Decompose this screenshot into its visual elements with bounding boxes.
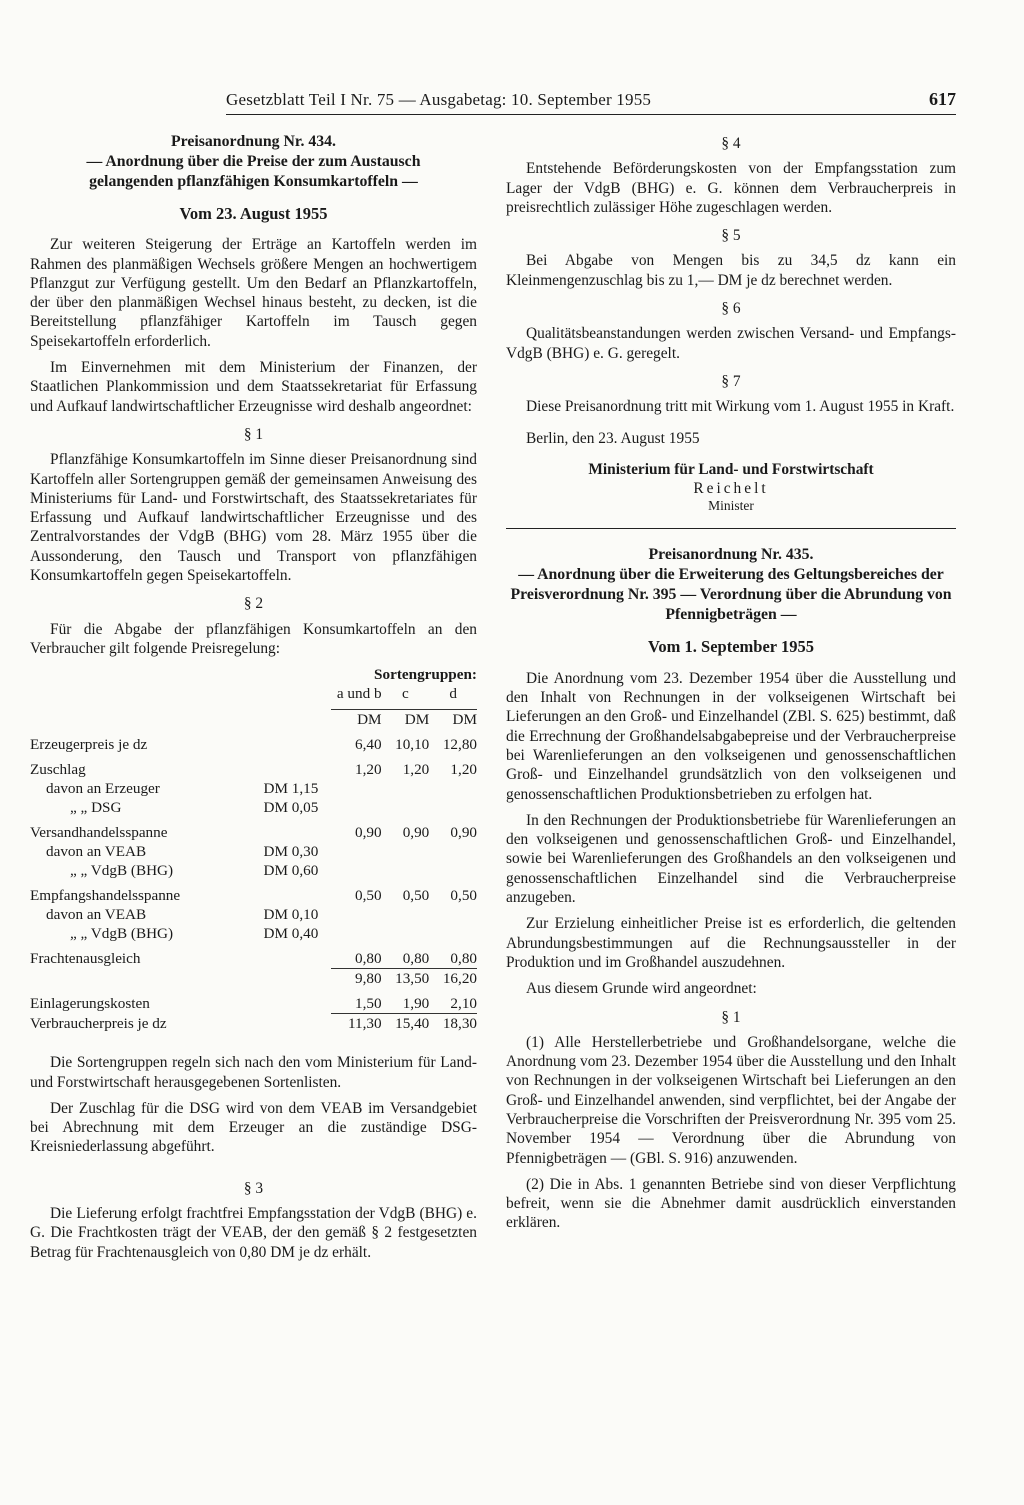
unit-ab: DM — [331, 710, 381, 730]
row-sub-value: DM 0,10 — [263, 906, 319, 924]
table-row — [30, 861, 477, 880]
value-ab: 6,40 — [355, 736, 382, 754]
col-header-c: c — [402, 685, 409, 703]
value-c: 15,40 — [382, 1014, 430, 1034]
signer-name: Reichelt — [693, 480, 769, 498]
value-ab: 11,30 — [331, 1014, 381, 1034]
value-c: 0,90 — [402, 824, 430, 842]
section-4-text: Entstehende Beförderungskosten von der Empfangsstation zum Lager der VdgB (BHG) e. G. können dem Verbraucherpreis in preisrechtlich zulässiger Höhe zugeschlagen werden. — [506, 160, 956, 216]
section-7-text: Diese Preisanordnung tritt mit Wirkung vom 1. August 1955 in Kraft. — [526, 398, 955, 416]
col-header-d: d — [449, 685, 457, 703]
page-number: 617 — [929, 89, 956, 109]
table-row — [30, 886, 477, 905]
intro-paragraph-2: Im Einvernehmen mit dem Ministerium der Finanzen, der Staatlichen Plankommission und dem Staatssekretariat für Erfassung und Aufkauf landwirtschaftlicher Erzeugnisse wird deshalb angeordnet: — [30, 359, 477, 415]
page-header — [226, 90, 956, 115]
ordinance-434-title: Preisanordnung Nr. 434. — [170, 133, 337, 150]
paragraph-1: Die Anordnung vom 23. Dezember 1954 über die Ausstellung und den Inhalt von Rechnungen in der volkseigenen Wirtschaft bei Lieferungen an den Groß- und Einzelhandel (ZBl. S. 625) bestimmt, daß die Errechnung der Großhandelsabgabepreise und der Verbraucherpreise bei Warenlieferungen an den volkseigenen und genossenschaftlichen Groß- und Einzelhandel grundsätzlich von den volkseigenen und genossenschaftlichen Produktionsbetrieben zu erfolgen hat. — [506, 669, 956, 803]
section-1-heading-435: § 1 — [721, 1008, 741, 1026]
right-column — [506, 132, 956, 1240]
table-row — [30, 842, 477, 861]
ordinance-435-subtitle: — Anordnung über die Erweiterung des Geltungsbereiches der Preisverordnung Nr. 395 — Verordnung über die Abrundung von Pfennigbeträgen — — [510, 566, 952, 624]
ordinance-435-title: Preisanordnung Nr. 435. — [648, 546, 814, 564]
header-title: Gesetzblatt Teil I Nr. 75 — Ausgabetag: 10. September 1955 — [226, 90, 652, 109]
subtotal-d: 16,20 — [429, 969, 477, 989]
sortengruppen-note: Die Sortengruppen regeln sich nach den vom Ministerium für Land- und Forstwirtschaft herausgegebenen Sortenlisten. — [30, 1054, 477, 1091]
value-d: 1,20 — [450, 761, 477, 779]
value-c: 0,50 — [402, 887, 430, 905]
row-label: Einlagerungskosten — [30, 995, 150, 1013]
value-ab: 1,20 — [355, 761, 382, 779]
table-row — [30, 924, 477, 943]
section-1-paragraph-2: (2) Die in Abs. 1 genannten Betriebe sind von dieser Verpflichtung befreit, wenn sie die Abnehmer damit ausdrücklich einverstanden erklären. — [506, 1175, 956, 1232]
table-row — [30, 735, 477, 754]
section-2-heading: § 2 — [243, 595, 264, 613]
row-label: Verbraucherpreis je dz — [30, 1014, 167, 1032]
section-3-heading: § 3 — [243, 1179, 264, 1197]
section-1-heading: § 1 — [243, 425, 264, 443]
paragraph-4: Aus diesem Grunde wird angeordnet: — [526, 980, 757, 998]
ordinance-434-subtitle-1: — Anordnung über die Preise der zum Austausch — [86, 153, 421, 170]
price-table — [30, 665, 477, 1033]
row-sub-value: DM 0,05 — [263, 799, 319, 817]
table-row — [30, 823, 477, 842]
row-label: „ „ VdgB (BHG) — [70, 925, 174, 943]
intro-paragraph-1: Zur weiteren Steigerung der Erträge an Kartoffeln werden im Rahmen des planmäßigen Wechsels größere Mengen an hochwertigem Pflanzgut zur Verfügung gestellt. Um den Bedarf an Pflanzkartoffeln, der über den planmäßigen Wechsel hinaus besteht, zu decken, ist die Bereitstellung pflanzfähiger Kartoffeln im Tausch gegen Speisekartoffeln erforderlich. — [30, 236, 477, 350]
value-d: 0,50 — [450, 887, 477, 905]
row-sub-value: DM 0,40 — [263, 925, 319, 943]
table-row — [30, 994, 477, 1014]
dsg-note: Der Zuschlag für die DSG wird von dem VEAB im Versandgebiet bei Abrechnung mit dem Erzeuger an die zuständige DSG-Kreisniederlassung abgeführt. — [30, 1099, 477, 1156]
section-5-text: Bei Abgabe von Mengen bis zu 34,5 dz kann ein Kleinmengenzuschlag bis zu 1,— DM je dz berechnet werden. — [506, 252, 956, 289]
signer-title: Minister — [708, 498, 754, 514]
value-ab: 0,50 — [355, 887, 382, 905]
paragraph-3: Zur Erzielung einheitlicher Preise ist es erforderlich, die geltenden Abrundungsbestimmungen auf die Rechnungsaussteller in der Produktion und im Großhandel auszudehnen. — [506, 915, 956, 971]
divider — [506, 528, 956, 529]
section-6-heading: § 6 — [721, 300, 741, 318]
row-label: Frachtenausgleich — [30, 950, 141, 968]
value-ab: 1,50 — [355, 995, 382, 1013]
section-5-heading: § 5 — [721, 227, 741, 245]
table-row — [30, 905, 477, 924]
value-d: 0,90 — [450, 824, 477, 842]
section-3-text: Die Lieferung erfolgt frachtfrei Empfangsstation der VdgB (BHG) e. G. Die Frachtkosten trägt der VEAB, der den gemäß § 2 festgesetzten Betrag für Frachtenausgleich von 0,80 DM je dz erhält. — [30, 1205, 477, 1261]
ordinance-434-subtitle-2: gelangenden pflanzfähigen Konsumkartoffeln — — [89, 173, 418, 190]
table-row — [30, 798, 477, 817]
row-label: Erzeugerpreis je dz — [30, 736, 148, 754]
section-1-paragraph-1: (1) Alle Herstellerbetriebe und Großhandelsorgane, welche die Anordnung vom 23. Dezember 1954 über die Ausstellung und den Inhalt von Rechnungen in der volkseigenen Wirtschaft bei Lieferungen an den Groß- und Einzelhandel anwenden, sind verpflichtet, bei der Angabe der Verbraucherpreise die Vorschriften der Preisverordnung Nr. 395 vom 25. November 1954 — Verordnung über die Abrundung von Pfennigbeträgen — (GBl. S. 916) anzuwenden. — [506, 1033, 956, 1167]
ordinance-434-date: Vom 23. August 1955 — [179, 204, 328, 223]
col-header-ab: a und b — [336, 685, 382, 703]
row-label: Zuschlag — [30, 761, 86, 779]
value-d: 0,80 — [450, 950, 477, 968]
value-d: 2,10 — [450, 995, 477, 1013]
place-date: Berlin, den 23. August 1955 — [526, 429, 700, 447]
row-label: Versandhandelsspanne — [30, 824, 168, 842]
unit-c: DM — [382, 710, 430, 730]
paragraph-2: In den Rechnungen der Produktionsbetriebe für Warenlieferungen an den volkseigenen und genossenschaftlichen Groß- und Einzelhandel, sowie bei Warenlieferungen des Großhandels an den volkseigenen und genossenschaftlichen Einzelhandel sind die Verbraucherpreise anzugeben. — [506, 811, 956, 907]
row-label: davon an Erzeuger — [46, 780, 160, 798]
table-row — [30, 949, 477, 969]
ordinance-435-date: Vom 1. September 1955 — [648, 637, 814, 657]
section-2-text: Für die Abgabe der pflanzfähigen Konsumkartoffeln an den Verbraucher gilt folgende Preisregelung: — [30, 620, 477, 657]
row-label: „ „ VdgB (BHG) — [70, 862, 174, 880]
section-7-heading: § 7 — [721, 372, 741, 390]
subtotal-c: 13,50 — [382, 969, 430, 989]
row-label: Empfangshandelsspanne — [30, 887, 181, 905]
table-row-total — [30, 1014, 477, 1034]
value-c: 0,80 — [402, 950, 430, 968]
table-row-subtotal — [30, 969, 477, 989]
row-label: davon an VEAB — [46, 906, 147, 924]
row-sub-value: DM 0,60 — [263, 862, 319, 880]
unit-d: DM — [429, 710, 477, 730]
section-1-text: Pflanzfähige Konsumkartoffeln im Sinne dieser Preisanordnung sind Kartoffeln aller Sortengruppen gemäß der gemeinsamen Anweisung des Ministeriums für Land- und Forstwirtschaft, des Staatssekretariates für Erfassung und Aufkauf landwirtschaftlicher Erzeugnisse und des Zentralvorstandes der VdgB (BHG) vom 28. März 1955 über die Aussonderung, den Tausch und Transport von pflanzfähigen Konsumkartoffeln gegen Speisekartoffeln. — [30, 451, 477, 585]
section-4-heading: § 4 — [721, 135, 741, 152]
value-d: 18,30 — [429, 1014, 477, 1034]
value-c: 10,10 — [395, 736, 430, 754]
value-ab: 0,80 — [355, 950, 382, 968]
row-label: davon an VEAB — [46, 843, 147, 861]
ministry-name: Ministerium für Land- und Forstwirtschaft — [588, 460, 874, 478]
section-6-text: Qualitätsbeanstandungen werden zwischen Versand- und Empfangs-VdgB (BHG) e. G. geregelt. — [506, 325, 956, 362]
row-sub-value: DM 1,15 — [263, 780, 319, 798]
table-row — [30, 779, 477, 798]
value-c: 1,20 — [402, 761, 430, 779]
value-c: 1,90 — [402, 995, 430, 1013]
row-label: „ „ DSG — [70, 799, 122, 817]
value-d: 12,80 — [442, 736, 477, 754]
subtotal-ab: 9,80 — [331, 969, 381, 989]
group-header: Sortengruppen: — [374, 666, 477, 684]
left-column — [30, 132, 477, 1269]
value-ab: 0,90 — [355, 824, 382, 842]
row-sub-value: DM 0,30 — [263, 843, 319, 861]
table-row — [30, 760, 477, 779]
